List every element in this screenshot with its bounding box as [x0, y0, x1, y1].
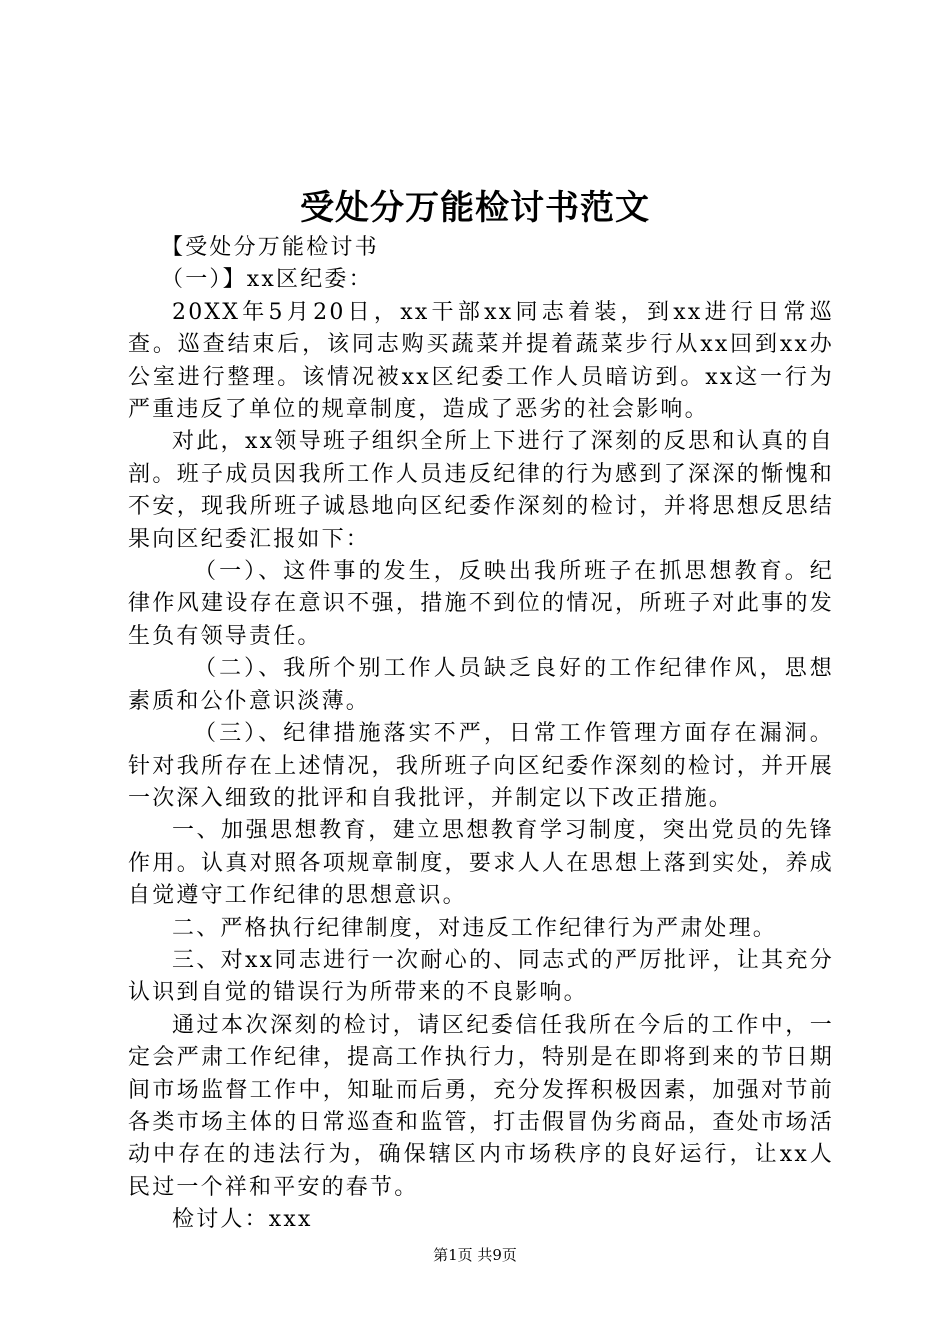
document-title: 受处分万能检讨书范文: [300, 188, 650, 228]
page-number-footer: 第1页 共9页: [433, 1246, 517, 1264]
paragraph: 一、加强思想教育，建立思想教育学习制度，突出党员的先锋作用。认真对照各项规章制度，要求人人在思想上落到实处，养成自觉遵守工作纪律的思想意识。: [128, 818, 834, 909]
paragraph: （二）、我所个别工作人员缺乏良好的工作纪律作风，思想素质和公仆意识淡薄。: [128, 656, 834, 714]
paragraph: 20XX年5月20日，xx干部xx同志着装，到xx进行日常巡查。巡查结束后，该同志购买蔬菜并提着蔬菜步行从xx回到xx办公室进行整理。该情况被xx区纪委工作人员暗访到。xx这一行为严重违反了单位的规章制度，造成了恶劣的社会影响。: [128, 299, 834, 423]
heading-line: 【受处分万能检讨书: [161, 235, 379, 260]
paragraph: 对此，xx领导班子组织全所上下进行了深刻的反思和认真的自剖。班子成员因我所工作人员违反纪律的行为感到了深深的惭愧和不安，现我所班子诚恳地向区纪委作深刻的检讨，并将思想反思结果向区纪委汇报如下：: [128, 429, 834, 552]
paragraph: （三）、纪律措施落实不严，日常工作管理方面存在漏洞。针对我所存在上述情况，我所班子向区纪委作深刻的检讨，并开展一次深入细致的批评和自我批评，并制定以下改正措施。: [128, 721, 834, 811]
signature-line: 检讨人：xxx: [172, 1207, 313, 1233]
addressee-line: （一）】xx区纪委：: [161, 267, 373, 293]
paragraph: （一）、这件事的发生，反映出我所班子在抓思想教育。纪律作风建设存在意识不强，措施不到位的情况，所班子对此事的发生负有领导责任。: [128, 559, 834, 649]
document-body: [128, 232, 834, 1237]
paragraph: 通过本次深刻的检讨，请区纪委信任我所在今后的工作中，一定会严肃工作纪律，提高工作执行力，特别是在即将到来的节日期间市场监督工作中，知耻而后勇，充分发挥积极因素，加强对节前各类市场主体的日常巡查和监管，打击假冒伪劣商品，查处市场活动中存在的违法行为，确保辖区内市场秩序的良好运行，让xx人民过一个祥和平安的春节。: [128, 1012, 834, 1200]
paragraph: 二、严格执行纪律制度，对违反工作纪律行为严肃处理。: [172, 915, 778, 941]
paragraph: 三、对xx同志进行一次耐心的、同志式的严厉批评，让其充分认识到自觉的错误行为所带来的不良影响。: [128, 947, 834, 1006]
